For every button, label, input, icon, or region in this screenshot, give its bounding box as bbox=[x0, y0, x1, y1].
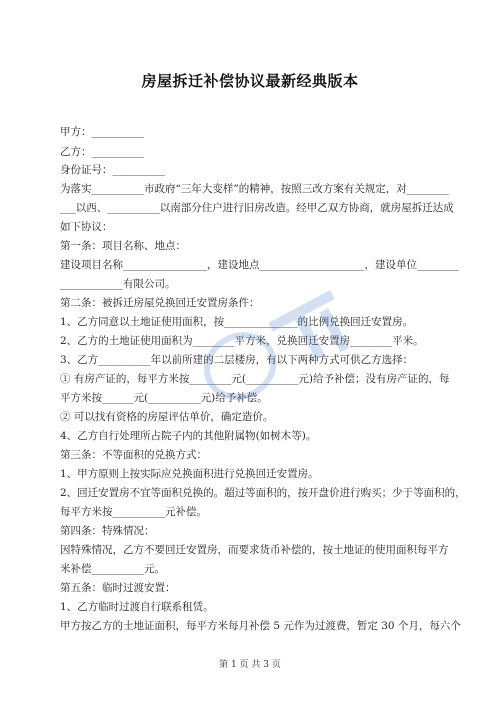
party-a-line: 甲方：__________ bbox=[60, 126, 144, 138]
paragraph-line: 因特殊情况，乙方不要回迁安置房，而要求货币补偿的，按土地证的使用面积每平方 bbox=[60, 544, 449, 556]
paragraph-line: 4、乙方自行处理所占院子内的其他附属物(如树木等)。 bbox=[60, 430, 317, 442]
paragraph-line: 平方米按______元(__________元)给予补偿。 bbox=[60, 392, 268, 404]
article-heading: 第二条：被拆迁房屋兑换回迁安置房条件： bbox=[60, 297, 260, 309]
paragraph-line: 2、回迁安置房不宜等面积兑换的。超过等面积的，按开盘价进行购买；少于等面积的， bbox=[60, 487, 466, 499]
paragraph-line: 3、乙方__________年以前所建的二层楼房，有以下两种方式可供乙方选择： bbox=[60, 354, 414, 366]
article-heading: 第五条：临时过渡安置： bbox=[60, 582, 176, 594]
paragraph-line: 2、乙方的土地证使用面积为________平方米，兑换回迁安置房________平米。 bbox=[60, 335, 424, 347]
paragraph-line: 1、甲方原则上按实际应兑换面积进行兑换回迁安置房。 bbox=[60, 468, 319, 480]
article-heading: 第四条：特殊情况： bbox=[60, 525, 155, 537]
paragraph-line: 如下协议： bbox=[60, 221, 113, 233]
id-number-line: 身份证号：__________ bbox=[60, 164, 165, 176]
party-b-line: 乙方：__________ bbox=[60, 146, 144, 158]
paragraph-line: ① 有房产证的，每平方米按________元(__________元)给予补偿；没有房产证的，每 bbox=[60, 373, 450, 385]
paragraph-line: 建设项目名称________________，建设地点____________________，建设单位________ bbox=[60, 259, 459, 271]
paragraph-line: 1、乙方同意以土地证使用面积，按______________的比例兑换回迁安置房。 bbox=[60, 316, 414, 328]
paragraph-line: 1、乙方临时过渡自行联系租赁。 bbox=[60, 601, 214, 613]
paragraph-line: ___以西、__________以南部分住户进行旧房改造。经甲乙双方协商，就房屋拆迁达成 bbox=[60, 202, 454, 214]
article-heading: 第一条：项目名称、地点： bbox=[60, 240, 186, 252]
paragraph-line: ____________有限公司。 bbox=[60, 278, 176, 290]
paragraph-line: 甲方按乙方的土地证面积，每平方米每月补偿 5 元作为过渡费，暂定 30 个月，每六个 bbox=[60, 620, 461, 632]
article-heading: 第三条：不等面积的兑换方式： bbox=[60, 449, 207, 461]
paragraph-line: ② 可以找有资格的房屋评估单价，确定造价。 bbox=[60, 411, 274, 423]
page-number-footer: 第 1 页 共 3 页 bbox=[219, 660, 281, 670]
paragraph-line: 为落实__________市政府“三年大变样”的精神，按照三改方案有关规定，对________ bbox=[60, 183, 449, 195]
paragraph-line: 米补偿__________元。 bbox=[60, 563, 165, 575]
document-title: 房屋拆迁补偿协议最新经典版本 bbox=[141, 72, 359, 90]
paragraph-line: 每平方米按__________元补偿。 bbox=[60, 506, 207, 518]
